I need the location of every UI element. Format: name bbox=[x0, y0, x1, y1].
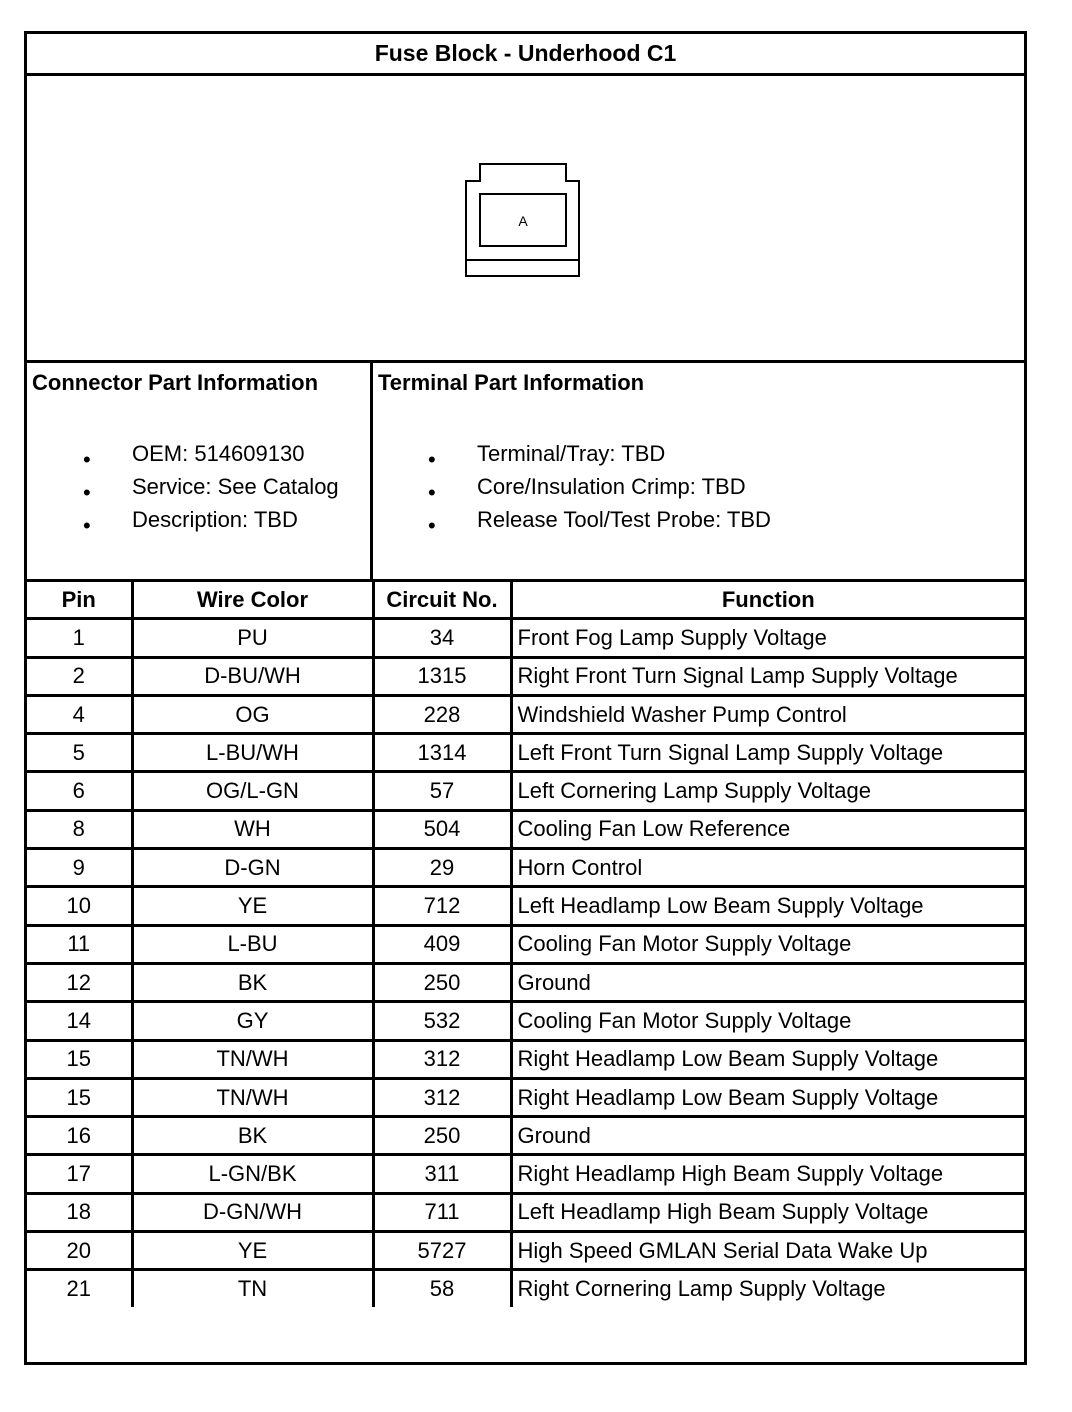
column-header-circuit-no: Circuit No. bbox=[373, 582, 511, 619]
cell-circuit-no: 312 bbox=[373, 1040, 511, 1078]
cell-pin: 15 bbox=[27, 1078, 132, 1116]
bullet-icon: • bbox=[428, 480, 436, 505]
cell-function: Left Front Turn Signal Lamp Supply Voltage bbox=[511, 734, 1024, 772]
cell-pin: 9 bbox=[27, 849, 132, 887]
connector-info-heading: Connector Part Information bbox=[32, 370, 319, 395]
cell-wire-color: D-BU/WH bbox=[132, 657, 373, 695]
list-item: • OEM: 514609130 bbox=[83, 441, 305, 472]
table-row bbox=[27, 849, 1024, 887]
cell-pin: 1 bbox=[27, 619, 132, 657]
cell-pin: 5 bbox=[27, 734, 132, 772]
table-row bbox=[27, 1193, 1024, 1231]
table-row bbox=[27, 1155, 1024, 1193]
cell-pin: 11 bbox=[27, 925, 132, 963]
cell-wire-color: WH bbox=[132, 810, 373, 848]
pin-table bbox=[27, 582, 1024, 1307]
cell-pin: 16 bbox=[27, 1117, 132, 1155]
table-row bbox=[27, 1040, 1024, 1078]
cell-circuit-no: 58 bbox=[373, 1270, 511, 1307]
cell-wire-color: TN bbox=[132, 1270, 373, 1307]
connector-diagram bbox=[27, 76, 1024, 363]
connector-face-drawing bbox=[27, 76, 1024, 363]
bullet-icon: • bbox=[428, 513, 436, 538]
column-header-function: Function bbox=[511, 582, 1024, 619]
column-header-wire-color: Wire Color bbox=[132, 582, 373, 619]
cell-function: Cooling Fan Motor Supply Voltage bbox=[511, 1002, 1024, 1040]
cell-pin: 18 bbox=[27, 1193, 132, 1231]
cell-function: Ground bbox=[511, 1117, 1024, 1155]
cell-function: Front Fog Lamp Supply Voltage bbox=[511, 619, 1024, 657]
cell-pin: 14 bbox=[27, 1002, 132, 1040]
table-row bbox=[27, 887, 1024, 925]
cell-wire-color: OG bbox=[132, 695, 373, 733]
cell-circuit-no: 57 bbox=[373, 772, 511, 810]
cell-circuit-no: 409 bbox=[373, 925, 511, 963]
cell-circuit-no: 250 bbox=[373, 963, 511, 1001]
table-row bbox=[27, 772, 1024, 810]
cell-function: High Speed GMLAN Serial Data Wake Up bbox=[511, 1232, 1024, 1270]
table-row bbox=[27, 734, 1024, 772]
cell-pin: 21 bbox=[27, 1270, 132, 1307]
table-row bbox=[27, 1270, 1024, 1307]
table-row bbox=[27, 963, 1024, 1001]
cell-wire-color: YE bbox=[132, 1232, 373, 1270]
bullet-icon: • bbox=[83, 480, 91, 505]
list-item: • Description: TBD bbox=[83, 507, 298, 538]
cell-function: Right Headlamp Low Beam Supply Voltage bbox=[511, 1040, 1024, 1078]
cell-circuit-no: 250 bbox=[373, 1117, 511, 1155]
cell-pin: 6 bbox=[27, 772, 132, 810]
table-row bbox=[27, 657, 1024, 695]
list-item: • Service: See Catalog bbox=[83, 474, 339, 505]
column-header-pin: Pin bbox=[27, 582, 132, 619]
cell-function: Right Headlamp High Beam Supply Voltage bbox=[511, 1155, 1024, 1193]
connector-info-list bbox=[27, 441, 370, 540]
table-row bbox=[27, 810, 1024, 848]
cell-function: Cooling Fan Motor Supply Voltage bbox=[511, 925, 1024, 963]
terminal-info-heading: Terminal Part Information bbox=[378, 370, 645, 395]
cell-function: Right Cornering Lamp Supply Voltage bbox=[511, 1270, 1024, 1307]
table-row bbox=[27, 695, 1024, 733]
cell-circuit-no: 312 bbox=[373, 1078, 511, 1116]
cell-function: Horn Control bbox=[511, 849, 1024, 887]
bullet-icon: • bbox=[83, 513, 91, 538]
bullet-icon: • bbox=[428, 447, 436, 472]
table-row bbox=[27, 1078, 1024, 1116]
cell-wire-color: TN/WH bbox=[132, 1040, 373, 1078]
cell-circuit-no: 711 bbox=[373, 1193, 511, 1231]
cell-pin: 2 bbox=[27, 657, 132, 695]
bullet-icon: • bbox=[83, 447, 91, 472]
cell-function: Left Headlamp Low Beam Supply Voltage bbox=[511, 887, 1024, 925]
cell-wire-color: PU bbox=[132, 619, 373, 657]
cell-circuit-no: 34 bbox=[373, 619, 511, 657]
connector-cavity-label: A bbox=[518, 213, 528, 229]
table-row bbox=[27, 925, 1024, 963]
cell-circuit-no: 228 bbox=[373, 695, 511, 733]
cell-wire-color: D-GN/WH bbox=[132, 1193, 373, 1231]
cell-circuit-no: 504 bbox=[373, 810, 511, 848]
cell-wire-color: TN/WH bbox=[132, 1078, 373, 1116]
table-row bbox=[27, 1117, 1024, 1155]
cell-function: Ground bbox=[511, 963, 1024, 1001]
cell-function: Cooling Fan Low Reference bbox=[511, 810, 1024, 848]
cell-function: Left Cornering Lamp Supply Voltage bbox=[511, 772, 1024, 810]
cell-circuit-no: 1314 bbox=[373, 734, 511, 772]
cell-function: Windshield Washer Pump Control bbox=[511, 695, 1024, 733]
cell-wire-color: OG/L-GN bbox=[132, 772, 373, 810]
cell-pin: 8 bbox=[27, 810, 132, 848]
list-item: • Release Tool/Test Probe: TBD bbox=[428, 507, 771, 538]
cell-circuit-no: 5727 bbox=[373, 1232, 511, 1270]
cell-function: Right Headlamp Low Beam Supply Voltage bbox=[511, 1078, 1024, 1116]
cell-wire-color: GY bbox=[132, 1002, 373, 1040]
cell-pin: 4 bbox=[27, 695, 132, 733]
cell-wire-color: L-BU bbox=[132, 925, 373, 963]
cell-circuit-no: 29 bbox=[373, 849, 511, 887]
connector-part-information bbox=[27, 363, 373, 582]
terminal-part-information bbox=[373, 363, 1024, 582]
cell-circuit-no: 712 bbox=[373, 887, 511, 925]
table-row bbox=[27, 1002, 1024, 1040]
table-row bbox=[27, 619, 1024, 657]
cell-circuit-no: 311 bbox=[373, 1155, 511, 1193]
cell-pin: 20 bbox=[27, 1232, 132, 1270]
table-row bbox=[27, 1232, 1024, 1270]
page-title: Fuse Block - Underhood C1 bbox=[27, 34, 1024, 76]
cell-circuit-no: 532 bbox=[373, 1002, 511, 1040]
cell-circuit-no: 1315 bbox=[373, 657, 511, 695]
cell-pin: 17 bbox=[27, 1155, 132, 1193]
pin-table-body bbox=[27, 619, 1024, 1307]
list-item: • Terminal/Tray: TBD bbox=[428, 441, 666, 472]
cell-pin: 12 bbox=[27, 963, 132, 1001]
cell-wire-color: L-GN/BK bbox=[132, 1155, 373, 1193]
cell-pin: 15 bbox=[27, 1040, 132, 1078]
connector-sheet bbox=[24, 31, 1027, 1365]
terminal-info-list bbox=[373, 441, 1024, 540]
list-item: • Core/Insulation Crimp: TBD bbox=[428, 474, 746, 505]
cell-wire-color: BK bbox=[132, 1117, 373, 1155]
cell-wire-color: L-BU/WH bbox=[132, 734, 373, 772]
table-header-row bbox=[27, 582, 1024, 619]
cell-wire-color: BK bbox=[132, 963, 373, 1001]
cell-function: Right Front Turn Signal Lamp Supply Voltage bbox=[511, 657, 1024, 695]
cell-wire-color: YE bbox=[132, 887, 373, 925]
cell-pin: 10 bbox=[27, 887, 132, 925]
cell-function: Left Headlamp High Beam Supply Voltage bbox=[511, 1193, 1024, 1231]
cell-wire-color: D-GN bbox=[132, 849, 373, 887]
